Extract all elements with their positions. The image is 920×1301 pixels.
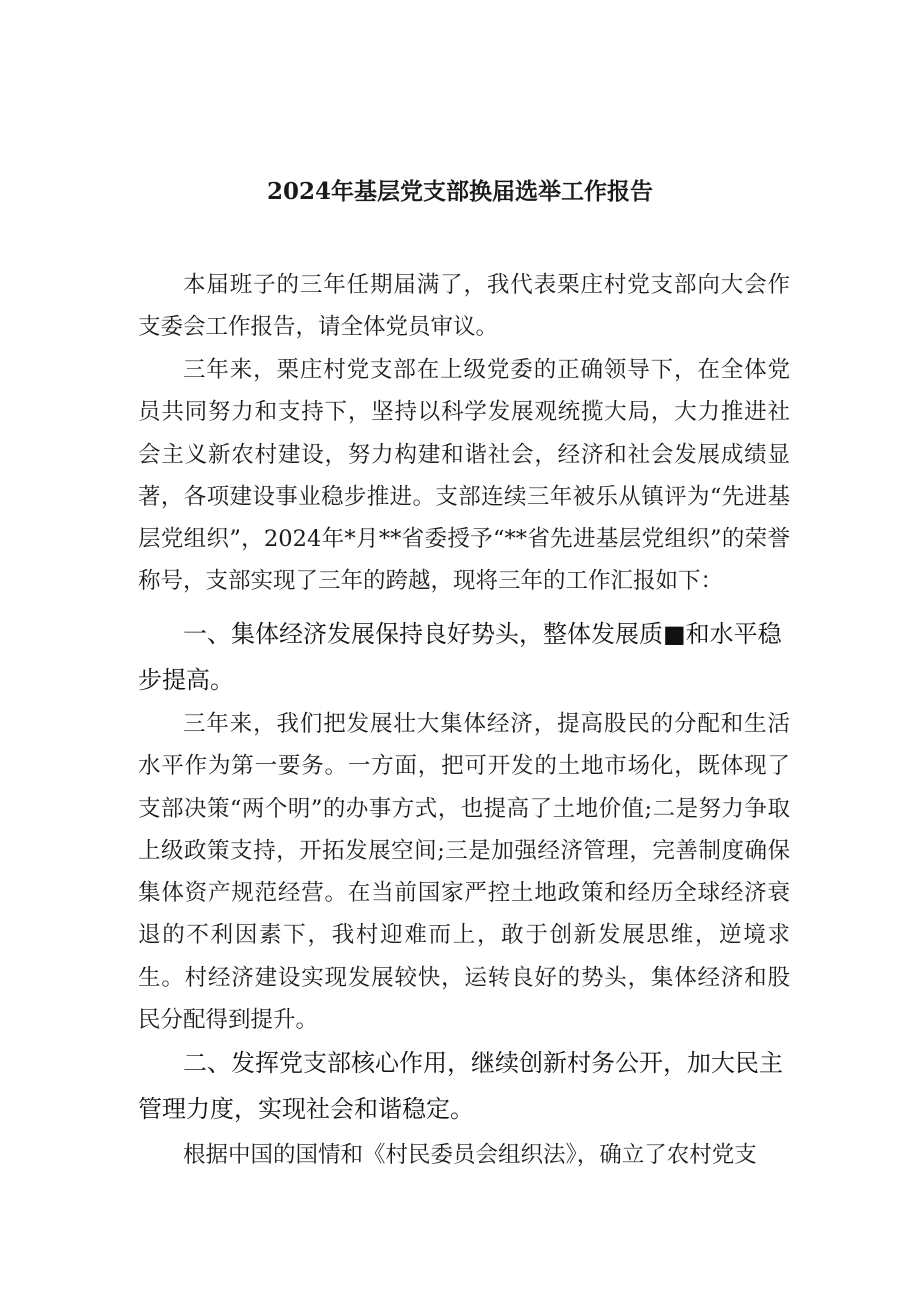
intro-paragraph: 本届班子的三年任期届满了，我代表栗庄村党支部向大会作支委会工作报告，请全体党员审议。 bbox=[138, 272, 790, 341]
section-1-heading: 一、集体经济发展保持良好势头，整体发展质■和水平稳步提高。 bbox=[138, 620, 782, 694]
document-title: 2024年基层党支部换届选举工作报告 bbox=[266, 178, 653, 205]
section-2-paragraph: 根据中国的国情和《村民委员会组织法》，确立了农村党支 bbox=[183, 1142, 757, 1168]
overview-paragraph: 三年来，栗庄村党支部在上级党委的正确领导下，在全体党员共同努力和支持下，坚持以科学发展观统揽大局，大力推进社会主义新农村建设，努力构建和谐社会，经济和社会发展成绩显著，各项建设事业稳步推进。支部连续三年被乐从镇评为“先进基层党组织”，2024年*月**省委授予“**省先进基层党组织”的荣誉称号，支部实现了三年的跨越，现将三年的工作汇报如下： bbox=[138, 357, 790, 595]
section-1-paragraph: 三年来，我们把发展壮大集体经济，提高股民的分配和生活水平作为第一要务。一方面，把可开发的土地市场化，既体现了支部决策“两个明”的办事方式，也提高了土地价值;二是努力争取上级政策支持，开拓发展空间;三是加强经济管理，完善制度确保集体资产规范经营。在当前国家严控土地政策和经历全球经济衰退的不利因素下，我村迎难而上，敢于创新发展思维，逆境求生。村经济建设实现发展较快，运转良好的势头，集体经济和股民分配得到提升。 bbox=[138, 711, 790, 1034]
section-2-heading: 二、发挥党支部核心作用，继续创新村务公开，加大民主管理力度，实现社会和谐稳定。 bbox=[138, 1049, 783, 1123]
